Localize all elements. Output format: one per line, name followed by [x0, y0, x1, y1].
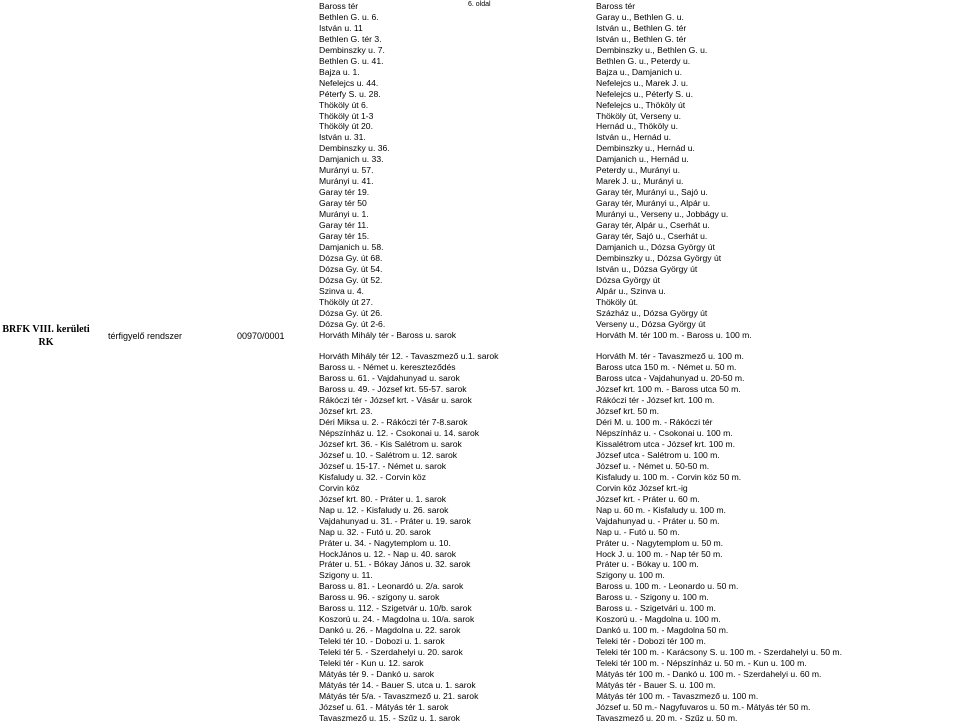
- camera-location: Thököly út 1-3: [319, 111, 374, 121]
- camera-coverage: József krt. 100 m. - Baross utca 50 m.: [596, 384, 741, 394]
- page-number: 6. oldal: [468, 1, 491, 8]
- camera-location: Garay tér 50: [319, 198, 367, 208]
- camera-coverage: Teleki tér - Dobozi tér 100 m.: [596, 636, 706, 646]
- camera-location: Vajdahunyad u. 31. - Práter u. 19. sarok: [319, 516, 471, 526]
- camera-location: Baross u. - Német u. kereszteződés: [319, 362, 456, 372]
- camera-coverage: István u., Bethlen G. tér: [596, 34, 687, 44]
- camera-coverage: Murányi u., Verseny u., Jobbágy u.: [596, 209, 729, 219]
- camera-location: Garay tér 19.: [319, 187, 370, 197]
- camera-location: Thököly út 6.: [319, 100, 369, 110]
- camera-coverage: Horváth M. tér - Tavaszmező u. 100 m.: [596, 351, 744, 361]
- camera-location: Dembinszky u. 36.: [319, 143, 390, 153]
- camera-location: Dózsa Gy. út 68.: [319, 253, 383, 263]
- camera-coverage: Baross u. - Szigetvári u. 100 m.: [596, 603, 716, 613]
- camera-coverage: Garay tér, Alpár u., Cserhát u.: [596, 220, 710, 230]
- camera-location: Szigony u. 11.: [319, 570, 373, 580]
- camera-location: Baross u. 81. - Leonardó u. 2/a. sarok: [319, 581, 464, 591]
- camera-coverage: Mátyás tér 100 m. - Dankó u. 100 m. - Szerdahelyi u. 60 m.: [596, 669, 822, 679]
- camera-location: Nap u. 12. - Kisfaludy u. 26. sarok: [319, 505, 449, 515]
- camera-location: Bethlen G. u. 6.: [319, 12, 379, 22]
- camera-location: Baross u. 61. - Vajdahunyad u. sarok: [319, 373, 460, 383]
- camera-location: Dózsa Gy. út 2-6.: [319, 319, 386, 329]
- camera-location: Práter u. 51. - Bókay János u. 32. sarok: [319, 559, 471, 569]
- camera-location: Dembinszky u. 7.: [319, 45, 385, 55]
- organization-name: BRFK VIII. kerületi RK: [2, 324, 90, 348]
- camera-location: Bethlen G. tér 3.: [319, 34, 382, 44]
- camera-coverage: Népszínház u. - Csokonai u. 100 m.: [596, 428, 733, 438]
- camera-coverage: József u. 50 m.- Nagyfuvaros u. 50 m.- Mátyás tér 50 m.: [596, 702, 811, 712]
- camera-location: Murányi u. 1.: [319, 209, 369, 219]
- camera-location: Mátyás tér 5/a. - Tavaszmező u. 21. sarok: [319, 691, 479, 701]
- camera-location: Damjanich u. 58.: [319, 242, 384, 252]
- camera-coverage: Marek J. u., Murányi u.: [596, 176, 684, 186]
- camera-coverage: István u., Bethlen G. tér: [596, 23, 687, 33]
- camera-coverage: József u. - Német u. 50-50 m.: [596, 461, 710, 471]
- camera-coverage: Corvin köz József krt.-ig: [596, 483, 688, 493]
- camera-location: Nap u. 32. - Futó u. 20. sarok: [319, 527, 431, 537]
- camera-coverage: Nap u. - Futó u. 50 m.: [596, 527, 680, 537]
- camera-coverage: Szigony u. 100 m.: [596, 570, 665, 580]
- camera-coverage: Verseny u., Dózsa György út: [596, 319, 706, 329]
- camera-coverage: Tavaszmező u. 20 m. - Szűz u. 50 m.: [596, 713, 738, 723]
- camera-coverage: Nap u. 60 m. - Kisfaludy u. 100 m.: [596, 505, 726, 515]
- camera-location: Murányi u. 57.: [319, 165, 374, 175]
- camera-location: Nefelejcs u. 44.: [319, 78, 379, 88]
- camera-coverage: Thököly út.: [596, 297, 639, 307]
- camera-coverage: Damjanich u., Dózsa György út: [596, 242, 715, 252]
- camera-location: Teleki tér 10. - Dobozi u. 1. sarok: [319, 636, 445, 646]
- camera-location: István u. 31.: [319, 132, 366, 142]
- camera-coverage: Nefelejcs u., Péterfy S. u.: [596, 89, 693, 99]
- camera-coverage: Damjanich u., Hernád u.: [596, 154, 689, 164]
- camera-coverage: Baross tér: [596, 1, 636, 11]
- camera-location: Horváth Mihály tér - Baross u. sarok: [319, 330, 457, 340]
- camera-coverage: Dankó u. 100 m. - Magdolna 50 m.: [596, 625, 729, 635]
- camera-coverage: István u., Dózsa György út: [596, 264, 698, 274]
- camera-coverage: Nefelejcs u., Thököly út: [596, 100, 686, 110]
- camera-coverage: Baross utca 150 m. - Német u. 50 m.: [596, 362, 737, 372]
- camera-coverage: Práter u. - Bókay u. 100 m.: [596, 559, 699, 569]
- camera-coverage: József utca - Salétrom u. 100 m.: [596, 450, 720, 460]
- camera-location: Baross u. 112. - Szigetvár u. 10/b. sarok: [319, 603, 472, 613]
- camera-coverage: Koszorú u. - Magdolna u. 100 m.: [596, 614, 721, 624]
- camera-location: József u. 61. - Mátyás tér 1. sarok: [319, 702, 449, 712]
- camera-coverage: Mátyás tér 100 m. - Tavaszmező u. 100 m.: [596, 691, 759, 701]
- camera-location: Damjanich u. 33.: [319, 154, 384, 164]
- camera-coverage: Baross u. - Szigony u. 100 m.: [596, 592, 709, 602]
- camera-coverage: Teleki tér 100 m. - Karácsony S. u. 100 m. - Szerdahelyi u. 50 m.: [596, 647, 842, 657]
- camera-coverage: Vajdahunyad u. - Práter u. 50 m.: [596, 516, 720, 526]
- record-code: 00970/0001: [237, 331, 285, 341]
- camera-location: Corvin köz: [319, 483, 360, 493]
- camera-location: Bethlen G. u. 41.: [319, 56, 384, 66]
- camera-coverage: Mátyás tér - Bauer S. u. 100 m.: [596, 680, 716, 690]
- camera-location: Kisfaludy u. 32. - Corvin köz: [319, 472, 426, 482]
- camera-location: Baross u. 96. - szigony u. sarok: [319, 592, 440, 602]
- camera-coverage: Hock J. u. 100 m. - Nap tér 50 m.: [596, 549, 723, 559]
- camera-location: Garay tér 15.: [319, 231, 370, 241]
- camera-coverage: József krt. 50 m.: [596, 406, 660, 416]
- camera-coverage: Baross utca - Vajdahunyad u. 20-50 m.: [596, 373, 745, 383]
- camera-location: Dózsa Gy. út 26.: [319, 308, 383, 318]
- camera-coverage: Garay tér, Murányi u., Alpár u.: [596, 198, 711, 208]
- camera-coverage: Kisfaludy u. 100 m. - Corvin köz 50 m.: [596, 472, 742, 482]
- camera-location: József krt. 80. - Práter u. 1. sarok: [319, 494, 447, 504]
- camera-coverage: Dembinszky u., Dózsa György út: [596, 253, 722, 263]
- camera-coverage: István u., Hernád u.: [596, 132, 671, 142]
- camera-location: Koszorú u. 24. - Magdolna u. 10/a. sarok: [319, 614, 475, 624]
- camera-location: Dankó u. 26. - Magdolna u. 22. sarok: [319, 625, 461, 635]
- camera-coverage: Hernád u., Thököly u.: [596, 121, 679, 131]
- camera-coverage: Dembinszky u., Bethlen G. u.: [596, 45, 708, 55]
- camera-coverage: Thököly út, Verseny u.: [596, 111, 682, 121]
- camera-coverage: Garay tér, Sajó u., Cserhát u.: [596, 231, 708, 241]
- camera-location: Teleki tér - Kun u. 12. sarok: [319, 658, 424, 668]
- camera-location: Teleki tér 5. - Szerdahelyi u. 20. sarok: [319, 647, 463, 657]
- camera-location: Tavaszmező u. 15. - Szűz u. 1. sarok: [319, 713, 460, 723]
- camera-location: Thököly út 20.: [319, 121, 373, 131]
- camera-location: József u. 10. - Salétrom u. 12. sarok: [319, 450, 458, 460]
- camera-location: Rákóczi tér - József krt. - Vásár u. sarok: [319, 395, 472, 405]
- camera-coverage: Teleki tér 100 m. - Népszínház u. 50 m. - Kun u. 100 m.: [596, 658, 807, 668]
- camera-coverage: Rákóczi tér - József krt. 100 m.: [596, 395, 715, 405]
- system-name: térfigyelő rendszer: [108, 331, 183, 341]
- camera-location: Mátyás tér 14. - Bauer S. utca u. 1. sarok: [319, 680, 476, 690]
- camera-coverage: József krt. - Práter u. 60 m.: [596, 494, 700, 504]
- camera-location: Péterfy S. u. 28.: [319, 89, 381, 99]
- camera-coverage: Garay u., Bethlen G. u.: [596, 12, 684, 22]
- camera-location: Thököly út 27.: [319, 297, 373, 307]
- camera-location: HockJános u. 12. - Nap u. 40. sarok: [319, 549, 457, 559]
- camera-coverage: Dembinszky u., Hernád u.: [596, 143, 695, 153]
- camera-location: Bajza u. 1.: [319, 67, 360, 77]
- camera-location: Horváth Mihály tér 12. - Tavaszmező u.1. sarok: [319, 351, 499, 361]
- camera-location: Baross tér: [319, 1, 359, 11]
- camera-coverage: Déri M. u. 100 m. - Rákóczi tér: [596, 417, 713, 427]
- camera-coverage: Nefelejcs u., Marek J. u.: [596, 78, 689, 88]
- camera-location: Murányi u. 41.: [319, 176, 374, 186]
- camera-coverage: Bajza u., Damjanich u.: [596, 67, 682, 77]
- camera-coverage: Kissalétrom utca - József krt. 100 m.: [596, 439, 735, 449]
- camera-coverage: Alpár u., Szinva u.: [596, 286, 666, 296]
- camera-coverage: Peterdy u., Murányi u.: [596, 165, 681, 175]
- camera-coverage: Baross u. 100 m. - Leonardo u. 50 m.: [596, 581, 739, 591]
- camera-coverage: Százház u., Dózsa György út: [596, 308, 708, 318]
- camera-location: Práter u. 34. - Nagytemplom u. 10.: [319, 538, 451, 548]
- camera-location: Dózsa Gy. út 52.: [319, 275, 383, 285]
- camera-coverage: [596, 340, 959, 350]
- camera-coverage: Garay tér, Murányi u., Sajó u.: [596, 187, 708, 197]
- camera-location: József u. 15-17. - Német u. sarok: [319, 461, 447, 471]
- camera-location: Szinva u. 4.: [319, 286, 364, 296]
- camera-coverage: Bethlen G. u., Peterdy u.: [596, 56, 691, 66]
- camera-location: Baross u. 49. - József krt. 55-57. sarok: [319, 384, 467, 394]
- camera-coverage: Dózsa György út: [596, 275, 660, 285]
- camera-location: István u. 11: [319, 23, 363, 33]
- camera-location: Mátyás tér 9. - Dankó u. sarok: [319, 669, 435, 679]
- camera-location: Garay tér 11.: [319, 220, 369, 230]
- camera-location: Déri Miksa u. 2. - Rákóczi tér 7-8.sarok: [319, 417, 468, 427]
- camera-location: [319, 340, 577, 350]
- camera-location: József krt. 23.: [319, 406, 373, 416]
- camera-location: József krt. 36. - Kis Salétrom u. sarok: [319, 439, 462, 449]
- camera-location: Dózsa Gy. út 54.: [319, 264, 383, 274]
- camera-coverage: Práter u. - Nagytemplom u. 50 m.: [596, 538, 724, 548]
- camera-location: Népszínház u. 12. - Csokonai u. 14. sarok: [319, 428, 480, 438]
- camera-coverage: Horváth M. tér 100 m. - Baross u. 100 m.: [596, 330, 752, 340]
